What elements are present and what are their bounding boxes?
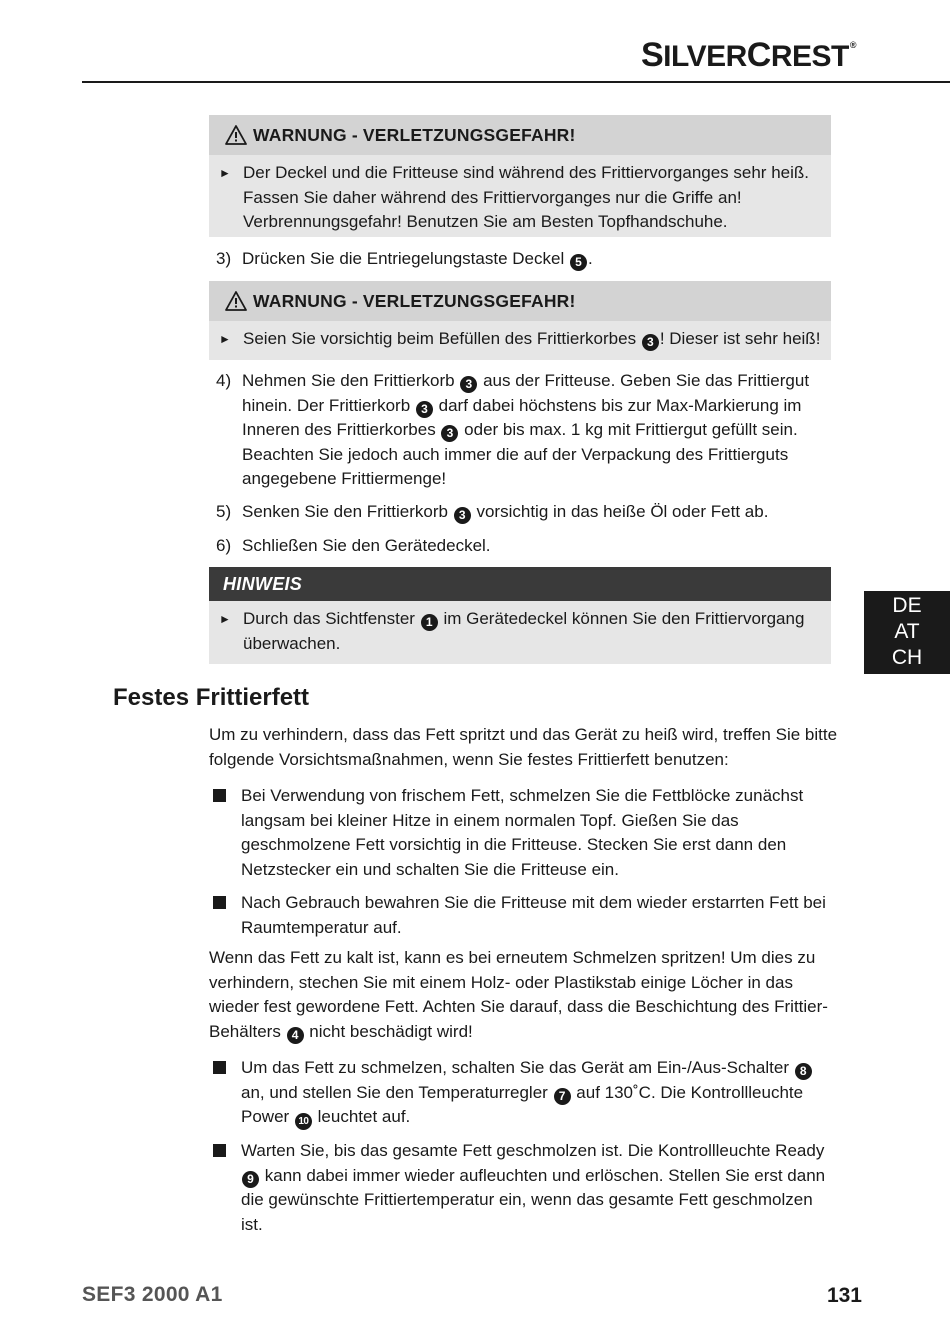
triangle-bullet-icon: ► (219, 332, 231, 346)
ref-number-icon: 9 (242, 1171, 259, 1188)
square-bullet-icon (213, 891, 241, 940)
language-tab (864, 591, 950, 674)
note-box (209, 567, 831, 664)
warning-text-1: Der Deckel und die Fritteuse sind während des Frittiervorganges sehr heiß. Fassen Sie daher während des Frittiervorganges nur die Griffe an! Verbrennungsgefahr! Benutzen Sie am Besten Topfhandschuhe. (243, 163, 809, 231)
warning-header-2 (209, 281, 831, 321)
note-title: HINWEIS (209, 567, 831, 601)
section-intro: Um zu verhindern, dass das Fett spritzt und das Gerät zu heiß wird, treffen Sie bitte folgende Vorsichtsmaßnahmen, wenn Sie festes Frittierfett benutzen: (209, 725, 838, 769)
triangle-bullet-icon: ► (219, 166, 231, 180)
warning-box-1 (209, 115, 831, 237)
ref-number-icon: 3 (416, 401, 433, 418)
ref-number-icon: 3 (441, 425, 458, 442)
ref-number-icon: 3 (454, 507, 471, 524)
ref-number-icon: 1 (421, 614, 438, 631)
list-item: Um das Fett zu schmelzen, schalten Sie das Gerät am Ein-/Aus-Schalter 8 an, und stellen Sie den Temperaturregler 7 auf 130˚C. Die Kontrollleuchte Power 10 leuchtet auf. (213, 1056, 839, 1130)
language-ch: CH (891, 646, 923, 669)
ref-number-icon: 3 (460, 376, 477, 393)
language-de: DE (892, 594, 922, 617)
square-bullet-icon (213, 1139, 241, 1237)
warning-text-2: Seien Sie vorsichtig beim Befüllen des Frittierkorbes 3 ! Dieser ist sehr heiß! (243, 329, 821, 349)
section-paragraph-2: Wenn das Fett zu kalt ist, kann es bei erneutem Schmelzen spritzen! Um dies zu verhindern, stechen Sie mit einem Holz- oder Plastikstab einige Löcher in das wieder fest gewordene Fett. Achten Sie darauf, dass die Beschichtung des Frittier-Behälters 4 nicht beschädigt wird! (209, 948, 828, 1042)
ref-number-icon: 7 (554, 1088, 571, 1105)
ref-number-icon: 10 (295, 1113, 312, 1130)
footer-model: SEF3 2000 A1 (82, 1283, 223, 1306)
step-5: 5) Senken Sie den Frittierkorb 3 vorsichtig in das heiße Öl oder Fett ab. (216, 502, 769, 522)
list-item: Warten Sie, bis das gesamte Fett geschmolzen ist. Die Kontrollleuchte Ready 9 kann dabei immer wieder aufleuchten und erlöschen. Stellen Sie erst dann die gewünschte Frittiertemperatur ein, wenn das gesamte Fett geschmolzen ist. (213, 1139, 839, 1237)
ref-number-icon: 8 (795, 1063, 812, 1080)
warning-title-1: WARNUNG - VERLETZUNGSGEFAHR! (253, 124, 576, 145)
ref-number-icon: 4 (287, 1027, 304, 1044)
warning-title-2: WARNUNG - VERLETZUNGSGEFAHR! (253, 290, 576, 311)
list-item: Nach Gebrauch bewahren Sie die Fritteuse mit dem wieder erstarrten Fett bei Raumtemperatur auf. (213, 891, 839, 940)
page-number: 131 (826, 1284, 862, 1307)
step-6: 6) Schließen Sie den Gerätedeckel. (216, 536, 491, 555)
square-bullet-icon (213, 784, 241, 882)
warning-header-1 (209, 115, 831, 155)
square-bullet-icon (213, 1056, 241, 1130)
brand-logo: SILVERCREST® (640, 36, 856, 74)
step-3: 3) Drücken Sie die Entriegelungstaste Deckel 5 . (216, 249, 593, 269)
warning-triangle-icon (225, 291, 247, 311)
warning-box-2 (209, 281, 831, 360)
step-4: 4) Nehmen Sie den Frittierkorb 3 aus der Fritteuse. Geben Sie das Frittiergut hinein. Der Frittierkorb 3 darf dabei höchstens bis zur Max-Markierung im Inneren des Frittierkorbes 3 oder bis max. 1 kg mit Frittiergut gefüllt sein. Beachten Sie jedoch auch immer die auf der Verpackung des Frittierguts angegebene Frittiermenge! (216, 371, 810, 488)
language-at: AT (894, 620, 920, 643)
warning-triangle-icon (225, 125, 247, 145)
ref-number-icon: 3 (642, 334, 659, 351)
list-item: Bei Verwendung von frischem Fett, schmelzen Sie die Fettblöcke zunächst langsam bei kleiner Hitze in einem normalen Topf. Gießen Sie das geschmolzene Fett vorsichtig in die Fritteuse. Stecken Sie erst dann den Netzstecker ein und schalten Sie die Fritteuse ein. (213, 784, 839, 882)
header-rule (82, 81, 950, 83)
triangle-bullet-icon: ► (219, 612, 231, 626)
ref-number-icon: 5 (570, 254, 587, 271)
note-text: Durch das Sichtfenster 1 im Gerätedeckel können Sie den Frittiervorgang überwachen. (243, 609, 805, 653)
section-title: Festes Frittierfett (113, 684, 310, 711)
